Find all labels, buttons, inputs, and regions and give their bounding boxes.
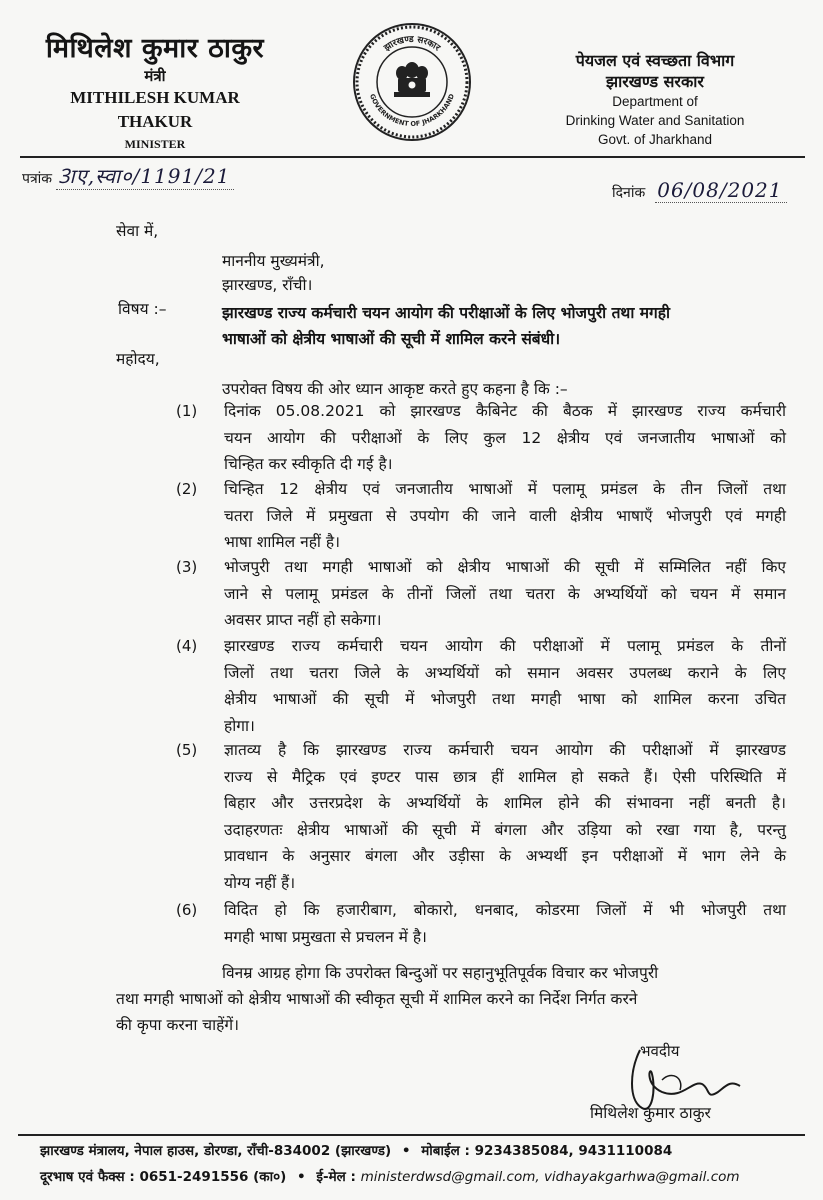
point-line: क्षेत्रीय भाषाओं की सूची में भोजपुरी तथा मगही भाषा को शामिल करना उचित — [224, 690, 786, 708]
seal-text-top: झारखण्ड सरकार — [382, 34, 442, 54]
header-divider — [20, 156, 805, 158]
intro-line: उपरोक्त विषय की ओर ध्यान आकृष्ट करते हुए कहना है कि :– — [222, 380, 568, 398]
closing-line3: की कृपा करना चाहेंगें। — [116, 1016, 239, 1034]
point-number: (5) — [176, 741, 198, 759]
point-line: झारखण्ड राज्य कर्मचारी चयन आयोग की परीक्षाओं में पलामू प्रमंडल के तीनों — [224, 637, 786, 655]
reference-number — [22, 162, 234, 190]
footer-bullet: • — [401, 1143, 411, 1159]
footer-mobile-label: मोबाईल : — [421, 1143, 470, 1159]
address-recipient: माननीय मुख्यमंत्री, — [222, 252, 325, 270]
point-line: अवसर प्राप्त नहीं हो सकेगा। — [224, 611, 382, 629]
government-hindi: झारखण्ड सरकार — [606, 72, 704, 91]
date-value: 06/08/2021 — [655, 178, 786, 203]
point-line: भाषा शामिल नहीं है। — [224, 533, 340, 551]
address-to: सेवा में, — [116, 222, 159, 240]
point-line: होगा। — [224, 716, 255, 735]
minister-name-english: MITHILESH KUMAR THAKUR — [70, 88, 240, 131]
closing-line1: विनम्र आग्रह होगा कि उपरोक्त बिन्दुओं पर सहानुभूतिपूर्वक विचार कर भोजपुरी — [222, 964, 659, 982]
point-line: चिन्हित 12 क्षेत्रीय एवं जनजातीय भाषाओं में पलामू प्रमंडल के तीन जिलों तथा — [224, 480, 786, 498]
point-line: विदित हो कि हजारीबाग, बोकारो, धनबाद, कोडरमा जिलों में भी भोजपुरी तथा — [224, 901, 786, 919]
point-line: जिलों तथा चतरा जिले के अभ्यर्थियों को समान अवसर उपलब्ध कराने के लिए — [224, 663, 786, 682]
point-line: चिन्हित कर स्वीकृति दी गई है। — [224, 455, 393, 473]
letterhead-department — [535, 50, 775, 149]
footer-bullet: • — [297, 1169, 306, 1185]
closing-line2: तथा मगही भाषाओं को क्षेत्रीय भाषाओं की स्वीकृत सूची में शामिल करने का निर्देश निर्गत करने — [116, 990, 638, 1008]
point-number: (1) — [176, 402, 198, 420]
point-line: मगही भाषा प्रमुखता से प्रचलन में है। — [224, 927, 427, 946]
government-seal-emblem — [350, 20, 474, 144]
footer-email-label: ई-मेल : — [316, 1169, 356, 1185]
department-english-line2: Drinking Water and Sanitation — [565, 113, 745, 128]
point-line: उदाहरणतः क्षेत्रीय भाषाओं की सूची में बंगला और उड़िया को रखा गया है, परन्तु — [224, 820, 786, 839]
point-line: चयन आयोग की परीक्षाओं के लिए कुल 12 क्षेत्रीय एवं जनजातीय भाषाओं को — [224, 428, 786, 447]
department-english-line3: Govt. of Jharkhand — [597, 132, 713, 147]
footer-phone-label: दूरभाष एवं फैक्स : — [40, 1169, 135, 1185]
point-line: राज्य से मैट्रिक एवं इण्टर पास छात्र हीं शामिल हो सकते हैं। ऐसी परिस्थिति में — [224, 767, 786, 786]
footer-email-value: ministerdwsd@gmail.com, vidhayakgarhwa@gmail.com — [360, 1169, 740, 1185]
point-line: प्रावधान के अनुसार बंगला और उड़ीसा के अभ्यर्थी इन परीक्षाओं में भाग लेने के — [224, 847, 786, 865]
signatory-name: मिथिलेश कुमार ठाकुर — [590, 1104, 711, 1122]
svg-text:झारखण्ड सरकार — [382, 35, 442, 54]
lion-capital-icon — [394, 62, 430, 97]
subject-label: विषय :– — [118, 300, 167, 318]
point-line: बिहार और उत्तरप्रदेश के अभ्यर्थियों के शामिल होने की संभावना नहीं बनती है। — [224, 794, 786, 812]
minister-name-hindi: मिथिलेश कुमार ठाकुर — [45, 33, 265, 64]
minister-role-english: MINISTER — [124, 137, 186, 151]
date-label: दिनांक — [612, 185, 646, 201]
seal-text-bottom: GOVERNMENT OF JHARKHAND — [367, 92, 457, 129]
point-line: ज्ञातव्य है कि झारखण्ड राज्य कर्मचारी चयन आयोग की परीक्षाओं में झारखण्ड — [224, 741, 786, 759]
letter-date — [612, 178, 787, 203]
point-line: चतरा जिले में प्रमुखता से उपयोग की जाने वाली क्षेत्रीय भाषाएँ भोजपुरी एवं मगही — [224, 506, 786, 525]
valediction: भवदीय — [640, 1042, 680, 1060]
footer-mobile-value: 9234385084, 9431110084 — [474, 1143, 673, 1159]
footer-divider — [18, 1134, 805, 1136]
point-number: (4) — [176, 637, 198, 655]
department-english-line1: Department of — [612, 94, 698, 109]
salutation: महोदय, — [116, 350, 160, 368]
department-hindi: पेयजल एवं स्वच्छता विभाग — [575, 51, 735, 70]
footer-phone-value: 0651-2491556 (का०) — [139, 1169, 287, 1185]
point-number: (2) — [176, 480, 198, 498]
subject-line1: झारखण्ड राज्य कर्मचारी चयन आयोग की परीक्षाओं के लिए भोजपुरी तथा मगही — [222, 304, 670, 322]
point-number: (6) — [176, 901, 198, 919]
reference-label: पत्रांक — [22, 171, 53, 187]
footer-address-line — [40, 1141, 672, 1159]
point-line: भोजपुरी तथा मगही भाषाओं को क्षेत्रीय भाषाओं की सूची में सम्मिलित नहीं किए — [224, 558, 786, 576]
point-line: दिनांक 05.08.2021 को झारखण्ड कैबिनेट की बैठक में झारखण्ड राज्य कर्मचारी — [224, 402, 786, 420]
subject-line2: भाषाओं को क्षेत्रीय भाषाओं की सूची में शामिल करने संबंधी। — [222, 330, 561, 348]
point-line: योग्य नहीं हैं। — [224, 873, 296, 892]
footer-address: झारखण्ड मंत्रालय, नेपाल हाउस, डोरण्डा, राँची-834002 (झारखण्ड) — [40, 1143, 392, 1159]
point-line: जाने से पलामू प्रमंडल के तीनों जिलों तथा चतरा के अभ्यर्थियों को चयन में समान — [224, 584, 786, 603]
letterhead-minister — [40, 32, 270, 154]
point-number: (3) — [176, 558, 198, 576]
reference-value: 3ाए,स्वा०/1191/21 — [56, 162, 234, 190]
footer-contact-line — [40, 1167, 740, 1185]
address-location: झारखण्ड, राँची। — [222, 276, 313, 294]
minister-role-hindi: मंत्री — [144, 67, 166, 85]
